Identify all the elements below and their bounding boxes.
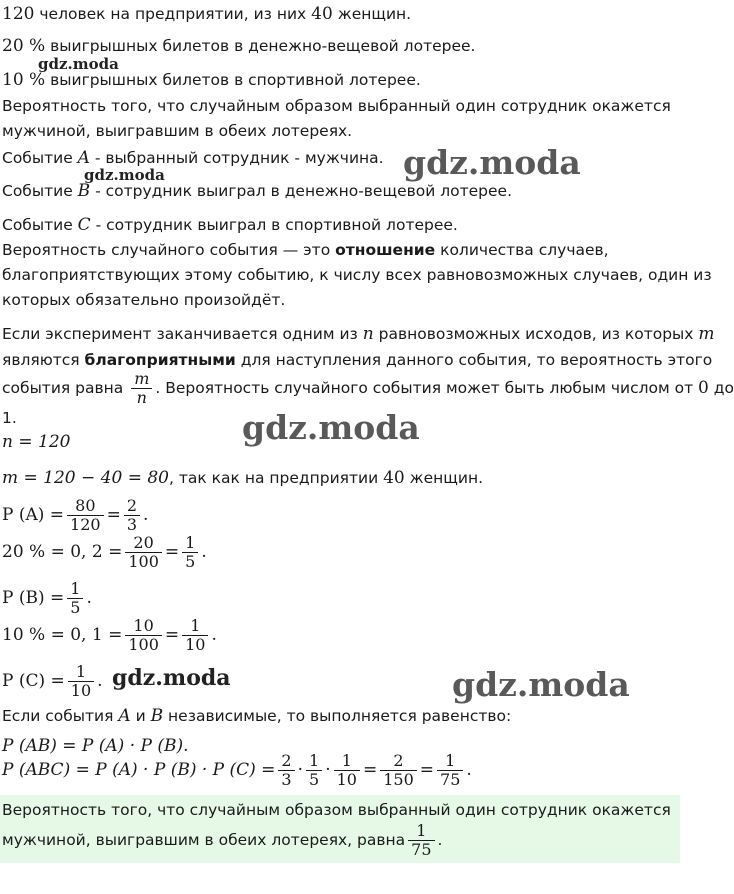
definition-line-6 bbox=[2, 366, 734, 410]
text: Событие bbox=[2, 216, 78, 234]
text: - выбранный сотрудник - мужчина. bbox=[89, 149, 384, 167]
fraction bbox=[67, 580, 83, 617]
answer-line-2 bbox=[2, 818, 442, 862]
op: = bbox=[164, 542, 180, 562]
den: n bbox=[131, 388, 152, 407]
number: 0 bbox=[698, 378, 709, 398]
op: . bbox=[97, 671, 103, 691]
watermark-logo: gdz.moda bbox=[112, 665, 231, 691]
text: женщин. bbox=[332, 5, 412, 23]
den: 10 bbox=[182, 635, 208, 654]
text: - сотрудник выиграл в денежно-вещевой лотерее. bbox=[90, 182, 513, 200]
n-value: n = 120 bbox=[2, 432, 71, 452]
text: , так как на предприятии bbox=[169, 469, 384, 487]
bold-term: отношение bbox=[335, 241, 436, 259]
den: 3 bbox=[124, 515, 140, 534]
eq-p20 bbox=[2, 534, 207, 571]
den: 10 bbox=[68, 681, 94, 700]
eq-product-rule: P (AB) = P (A) · P (B). bbox=[2, 736, 189, 756]
num: 1 bbox=[309, 751, 320, 770]
text: Событие bbox=[2, 149, 78, 167]
op: = bbox=[106, 505, 121, 525]
text: Вероятность случайного события — это bbox=[2, 241, 336, 259]
question-line-1: Вероятность того, что случайным образом выбранный один сотрудник окажется bbox=[2, 97, 671, 115]
lhs: P (B) = bbox=[2, 588, 65, 608]
text: мужчиной, выигравшим в обеих лотереях, равна bbox=[2, 831, 406, 849]
lhs: P (A) = bbox=[2, 505, 65, 525]
watermark-logo: gdz.moda bbox=[452, 665, 630, 704]
answer-fraction bbox=[408, 822, 434, 859]
text: человек на предприятии, из них bbox=[34, 5, 312, 23]
lhs: P (C) = bbox=[2, 671, 65, 691]
op: . bbox=[201, 542, 207, 562]
fraction bbox=[182, 617, 208, 654]
den: 150 bbox=[380, 770, 417, 789]
watermark-logo: gdz.moda bbox=[242, 408, 420, 447]
op: . bbox=[211, 625, 217, 645]
watermark-logo: gdz.moda bbox=[84, 166, 165, 184]
eq-pb bbox=[2, 580, 92, 617]
text: равновозможных исходов, из которых bbox=[373, 325, 699, 343]
var: n bbox=[362, 324, 374, 344]
lhs: P (ABC) = P (A) · P (B) · P (C) = bbox=[2, 760, 276, 780]
den: 100 bbox=[125, 552, 162, 571]
num: 1 bbox=[416, 821, 427, 840]
var: A bbox=[77, 148, 90, 168]
independence-rule bbox=[2, 705, 511, 727]
var: C bbox=[77, 215, 91, 235]
definition-line-2: благоприятствующих этому событию, к числу всех равновозможных случаев, один из bbox=[2, 266, 712, 284]
den: 5 bbox=[306, 770, 322, 789]
den: 100 bbox=[125, 635, 162, 654]
fraction bbox=[278, 752, 294, 789]
text: Если эксперимент заканчивается одним из bbox=[2, 325, 363, 343]
eq-pc bbox=[2, 663, 103, 700]
op: . bbox=[437, 831, 443, 849]
answer-line-1: Вероятность того, что случайным образом выбранный один сотрудник окажется bbox=[2, 801, 671, 819]
op: = bbox=[164, 625, 180, 645]
num: 1 bbox=[341, 751, 352, 770]
fraction bbox=[334, 752, 360, 789]
var: A bbox=[118, 706, 131, 726]
question-line-2: мужчиной, выигравшим в обеих лотереях. bbox=[2, 122, 353, 140]
num: 1 bbox=[75, 662, 87, 681]
var: m bbox=[698, 324, 715, 344]
den: 75 bbox=[437, 770, 463, 789]
num: m bbox=[134, 369, 150, 388]
text: являются bbox=[2, 351, 85, 369]
number: 40 bbox=[383, 468, 405, 488]
fraction bbox=[380, 752, 417, 789]
number: 10 % bbox=[2, 70, 46, 90]
fraction bbox=[182, 534, 198, 571]
eq-p10 bbox=[2, 617, 217, 654]
given-lottery-money bbox=[2, 35, 475, 57]
math: m = 120 − 40 = 80 bbox=[2, 468, 169, 488]
fraction bbox=[68, 663, 94, 700]
text: женщин. bbox=[404, 469, 484, 487]
text: выигрышных билетов в денежно-вещевой лотерее. bbox=[45, 37, 476, 55]
text: - сотрудник выиграл в спортивной лотерее. bbox=[90, 216, 458, 234]
fraction bbox=[306, 752, 322, 789]
num: 1 bbox=[70, 579, 81, 598]
watermark-logo: gdz.moda bbox=[38, 55, 119, 73]
m-value bbox=[2, 467, 483, 489]
definition-line-7: 1. bbox=[2, 409, 17, 427]
op: . bbox=[143, 505, 149, 525]
den: 3 bbox=[278, 770, 294, 789]
var: B bbox=[77, 181, 91, 201]
number: 40 bbox=[311, 4, 333, 24]
text: независимые, то выполняется равенство: bbox=[163, 707, 512, 725]
fraction bbox=[437, 752, 463, 789]
lhs: 20 % = 0, 2 = bbox=[2, 542, 123, 562]
number: 120 bbox=[2, 4, 35, 24]
num: 20 bbox=[133, 533, 154, 552]
definition-line-3: которых обязательно произойдёт. bbox=[2, 291, 286, 309]
text: и bbox=[130, 707, 151, 725]
op: . bbox=[466, 760, 472, 780]
eq-pa bbox=[2, 497, 148, 534]
text: Если события bbox=[2, 707, 119, 725]
event-c bbox=[2, 214, 458, 236]
text: . Вероятность случайного события может быть любым числом от bbox=[155, 379, 699, 397]
lhs: 10 % = 0, 1 = bbox=[2, 625, 123, 645]
eq-pabc bbox=[2, 752, 472, 789]
number: 20 % bbox=[2, 36, 46, 56]
op: · bbox=[325, 760, 331, 780]
den: 5 bbox=[67, 598, 83, 617]
den: 10 bbox=[334, 770, 360, 789]
num: 1 bbox=[190, 616, 201, 635]
num: 1 bbox=[445, 751, 456, 770]
den: 75 bbox=[408, 840, 434, 859]
num: 2 bbox=[126, 496, 138, 515]
event-a bbox=[2, 147, 384, 169]
definition-line-1 bbox=[2, 239, 609, 261]
bold-term: благоприятными bbox=[84, 351, 236, 369]
fraction-m-n bbox=[131, 370, 152, 407]
definition-line-4 bbox=[2, 323, 715, 345]
op: . bbox=[86, 588, 92, 608]
var: B bbox=[150, 706, 164, 726]
fraction bbox=[125, 617, 162, 654]
event-b bbox=[2, 180, 512, 202]
given-employees bbox=[2, 3, 411, 25]
num: 2 bbox=[281, 751, 292, 770]
fraction bbox=[67, 497, 104, 534]
watermark-logo: gdz.moda bbox=[403, 143, 581, 182]
text: выигрышных билетов в спортивной лотерее. bbox=[45, 71, 421, 89]
num: 10 bbox=[133, 616, 154, 635]
text: до bbox=[708, 379, 734, 397]
op: = bbox=[419, 760, 435, 780]
num: 80 bbox=[75, 496, 96, 515]
den: 120 bbox=[67, 515, 104, 534]
op: = bbox=[362, 760, 378, 780]
den: 5 bbox=[182, 552, 198, 571]
fraction bbox=[124, 497, 140, 534]
num: 2 bbox=[393, 751, 404, 770]
op: · bbox=[297, 760, 304, 780]
num: 1 bbox=[185, 533, 196, 552]
fraction bbox=[125, 534, 162, 571]
text: количества случаев, bbox=[435, 241, 609, 259]
text: для наступления данного события, то вероятность этого bbox=[235, 351, 713, 369]
text: события равна bbox=[2, 379, 129, 397]
text: Событие bbox=[2, 182, 78, 200]
